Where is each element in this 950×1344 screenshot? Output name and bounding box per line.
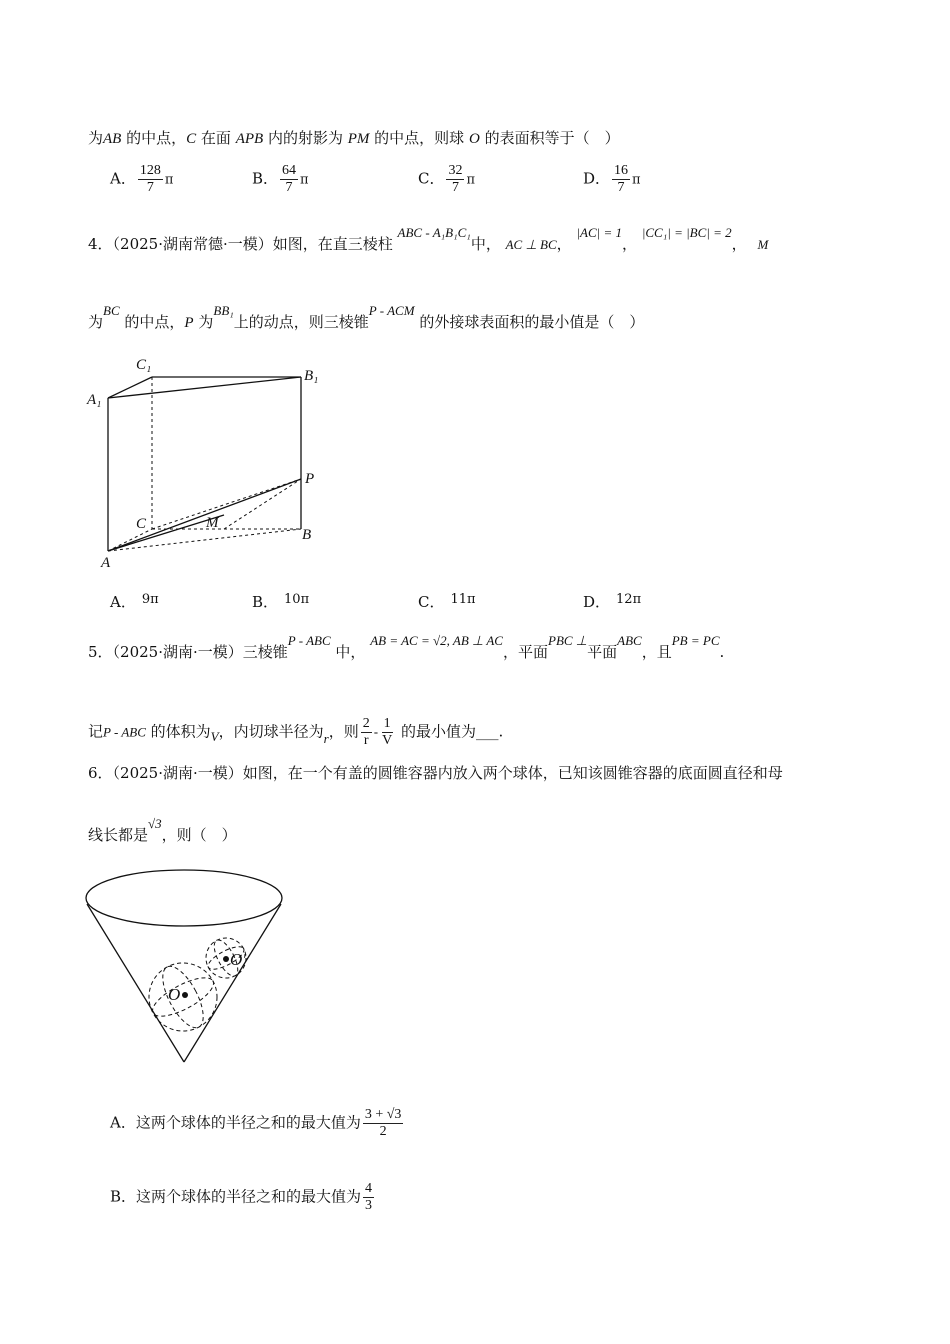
center-o-dot: [182, 992, 188, 998]
q6-text: （2025·湖南·一模）如图，在一个有盖的圆锥容器内放入两个球体，已知该圆锥容器的底面圆直径和母: [112, 764, 783, 782]
option-label: A．: [110, 169, 136, 188]
q3-option-a[interactable]: [110, 163, 173, 196]
denominator: 2: [379, 1124, 387, 1139]
q5-var-v: V: [210, 728, 219, 744]
q6-option-a[interactable]: [110, 1107, 405, 1140]
label-o: O: [168, 985, 181, 1004]
q4-stem-line1: [88, 225, 769, 255]
edge-a1c1: [108, 377, 152, 398]
cone-right-edge: [184, 904, 281, 1062]
q4-text: ，: [556, 235, 572, 253]
q4-text: 的中点，: [119, 313, 185, 331]
q4-prism-figure: [84, 350, 334, 575]
fraction-2-over-r: [361, 716, 372, 749]
denominator: V: [382, 733, 393, 748]
pi-symbol: π: [164, 172, 174, 188]
minus-sign: -: [373, 725, 379, 741]
fraction: [363, 1107, 404, 1140]
cone-base-ellipse: [86, 870, 282, 926]
q5-math-pabc: P - ABC: [103, 724, 146, 740]
q3-text: 在面: [196, 129, 236, 147]
q3-var-ab: AB: [103, 131, 122, 147]
q4-text: ，: [731, 235, 747, 253]
q4-var-m: M: [757, 237, 769, 252]
q4-option-c[interactable]: [418, 592, 476, 614]
option-label: A．: [110, 593, 136, 611]
q4-text: 为: [193, 313, 214, 331]
q4-text: 的外接球表面积的最小值是（ ）: [414, 313, 645, 331]
edge-a1b1: [108, 377, 301, 398]
numerator: 64: [282, 163, 297, 178]
label-b: B: [302, 527, 312, 543]
q3-option-c[interactable]: [418, 163, 475, 196]
q3-option-d[interactable]: [583, 163, 641, 196]
q3-var-c: C: [186, 131, 197, 147]
q5-math-pabc: P - ABC: [287, 633, 331, 648]
q5-text: .: [719, 643, 725, 661]
q6-cone-figure: [84, 866, 294, 1066]
q4-text: 上的动点，则三棱锥: [233, 313, 369, 331]
option-label: C．: [418, 169, 445, 188]
label-c1: C₁: [136, 357, 152, 373]
q5-text: ，平面: [502, 643, 548, 661]
q4-math-cc: |CC₁| = |BC| = 2: [641, 225, 732, 240]
q3-text: 的中点，: [121, 129, 187, 147]
option-text: B．这两个球体的半径之和的最大值为: [110, 1187, 362, 1206]
q4-text: 中，: [470, 235, 501, 253]
q6-math-sqrt3: √3: [148, 816, 162, 831]
fraction: [138, 163, 163, 196]
numerator: 1: [383, 716, 391, 731]
pi-symbol: π: [300, 172, 309, 188]
question-number: 6．: [88, 764, 113, 782]
option-label: B．: [252, 593, 279, 611]
q5-math-pbpc: PB = PC: [671, 633, 720, 648]
fraction-1-over-v: [380, 716, 394, 749]
q5-text: 中，: [330, 643, 366, 661]
q3-text: 内的射影为: [263, 129, 348, 147]
q4-text: ，: [622, 235, 638, 253]
q4-math-perp: AC ⊥ BC: [505, 237, 557, 252]
q4-math-pacm: P - ACM: [368, 303, 415, 318]
q5-text: 平面: [587, 643, 618, 661]
question-number: 4．: [88, 235, 113, 253]
q5-stem-line1: [88, 633, 725, 663]
label-c: C: [136, 516, 147, 532]
q5-var-r: r: [323, 730, 329, 746]
option-label: B．: [252, 169, 279, 188]
numerator: 16: [614, 163, 629, 178]
q6-option-b[interactable]: [110, 1181, 376, 1214]
q4-var-bb1: BB₁: [213, 303, 234, 318]
denominator: 7: [146, 180, 154, 195]
edge-cp-hidden: [152, 479, 301, 529]
q4-math-ac: |AC| = 1: [576, 225, 623, 240]
q5-text: ，则: [328, 722, 359, 741]
numerator: 2: [362, 716, 370, 731]
denominator: 7: [451, 180, 459, 195]
option-label: D．: [583, 169, 611, 188]
numerator: 3 + √3: [364, 1107, 402, 1122]
denominator: r: [363, 733, 369, 748]
pi-symbol: π: [466, 172, 476, 188]
q4-var-bc: BC: [103, 303, 120, 318]
q6-text: ，则（ ）: [161, 826, 237, 844]
q3-var-pm: PM: [347, 131, 370, 147]
q3-var-o: O: [468, 131, 480, 147]
q3-text: 的中点，则球: [369, 129, 469, 147]
option-value: 11π: [450, 592, 476, 607]
label-p: P: [305, 471, 315, 487]
label-a1: A₁: [87, 392, 102, 408]
option-value: 9π: [141, 592, 159, 607]
q4-option-b[interactable]: [252, 592, 309, 614]
answer-blank[interactable]: 的最小值为___.: [396, 722, 504, 741]
q5-text: 的体积为: [145, 722, 211, 741]
q3-stem: [88, 128, 620, 149]
denominator: 7: [617, 180, 625, 195]
q6-stem-line1: [88, 763, 783, 783]
q4-math-prism: ABC - A₁B₁C₁: [397, 225, 471, 240]
fraction: [612, 163, 630, 196]
pi-symbol: π: [632, 172, 641, 188]
q5-math-abc: ABC: [617, 633, 642, 648]
q3-var-apb: APB: [235, 131, 264, 147]
q5-text: （2025·湖南·一模）三棱锥: [112, 643, 288, 661]
label-o-prime: O′: [230, 950, 246, 969]
q5-text: 记: [88, 722, 104, 741]
fraction: [280, 163, 298, 196]
q3-text: 为: [88, 129, 104, 147]
denominator: 7: [285, 180, 293, 195]
q4-stem-line2: [88, 303, 645, 333]
q4-text: （2025·湖南常德·一模）如图，在直三棱柱: [112, 235, 393, 253]
q4-text: 为: [88, 313, 104, 331]
fraction: [363, 1181, 374, 1214]
numerator: 128: [139, 163, 161, 178]
q5-stem-line2: [88, 716, 503, 749]
q5-text: ，内切球半径为: [218, 722, 324, 741]
option-label: D．: [583, 593, 611, 611]
option-text: A．这两个球体的半径之和的最大值为: [110, 1113, 361, 1132]
label-m: M: [206, 515, 219, 531]
option-value: 10π: [284, 592, 310, 607]
numerator: 4: [365, 1181, 373, 1196]
q3-option-b[interactable]: [252, 163, 309, 196]
q4-option-a[interactable]: [110, 592, 159, 614]
q5-math-cond: AB = AC = √2, AB ⊥ AC: [370, 633, 503, 648]
question-number: 5．: [88, 643, 113, 661]
option-value: 12π: [616, 592, 642, 607]
q6-stem-line2: [88, 816, 237, 846]
fraction: [446, 163, 464, 196]
label-a: A: [101, 555, 111, 571]
numerator: 32: [448, 163, 463, 178]
q4-var-p: P: [184, 315, 194, 331]
cone-left-edge: [87, 904, 184, 1062]
q6-text: 线长都是: [88, 826, 149, 844]
label-b1: B₁: [304, 368, 319, 384]
center-o-prime-dot: [223, 956, 229, 962]
q4-option-d[interactable]: [583, 592, 641, 614]
denominator: 3: [365, 1198, 373, 1213]
option-label: C．: [418, 593, 445, 611]
q3-text: 的表面积等于（ ）: [479, 129, 620, 147]
q5-math-pbc: PBC ⊥: [548, 633, 588, 648]
q5-text: ，且: [641, 643, 672, 661]
